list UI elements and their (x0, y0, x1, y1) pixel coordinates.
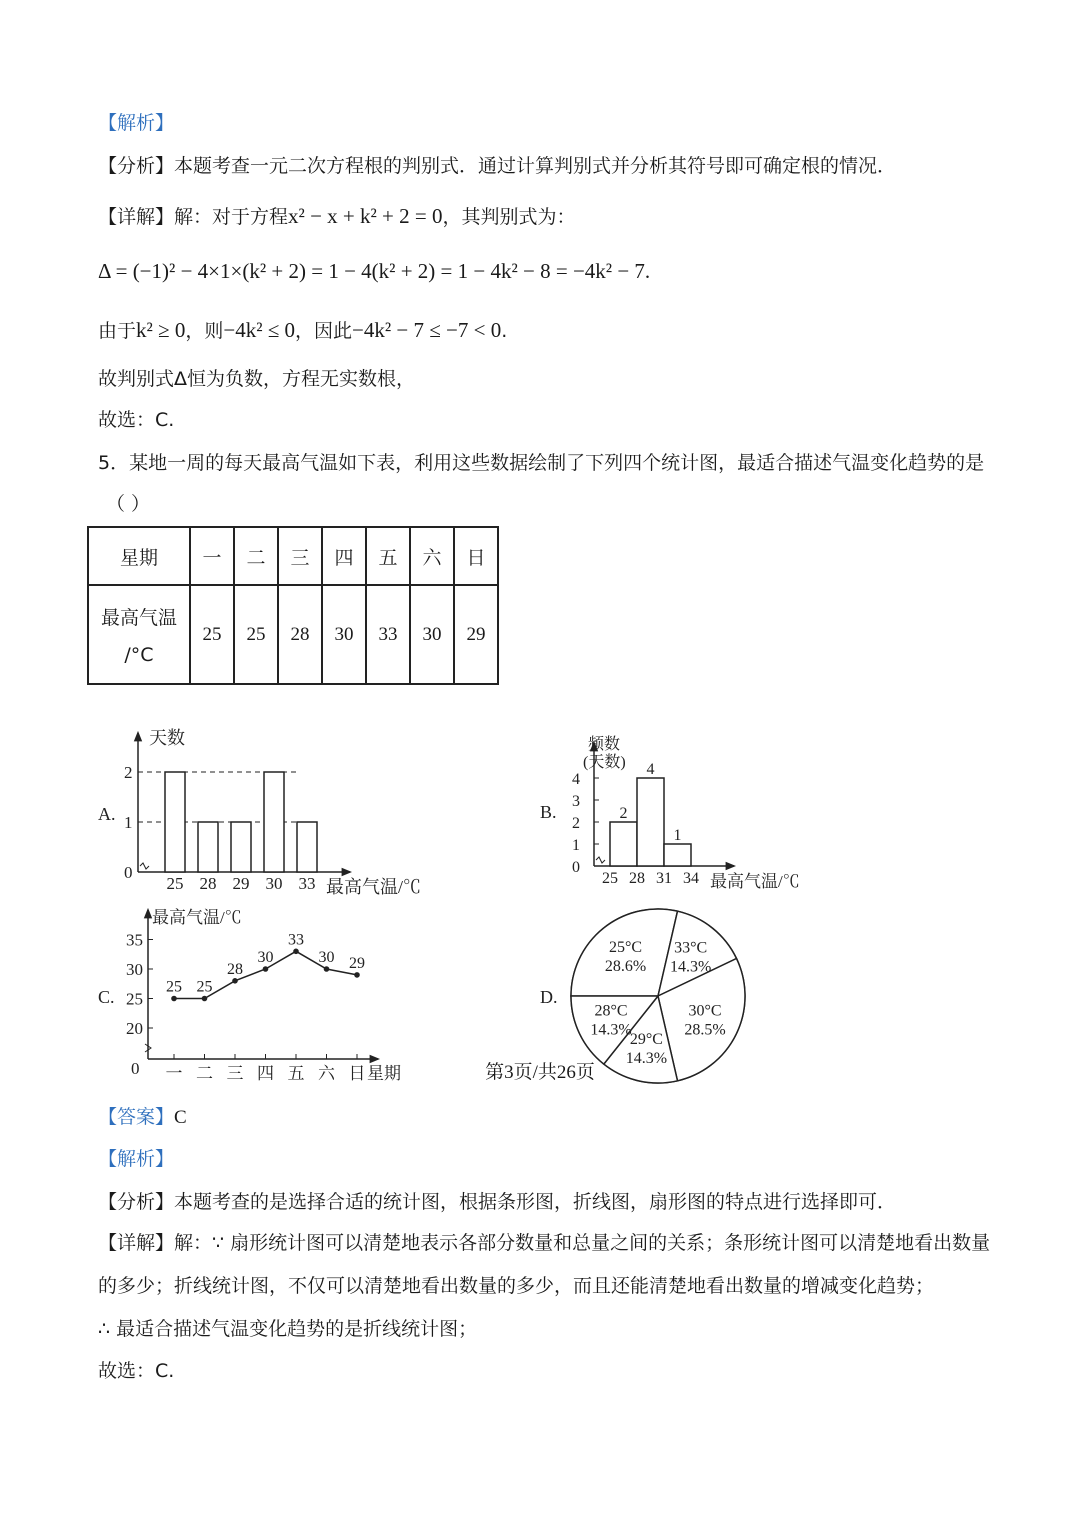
chart-c-point (232, 978, 238, 984)
inequality-math-1: k² ≥ 0 (136, 318, 186, 342)
table-day: 一 (190, 527, 234, 585)
table-day: 六 (410, 527, 454, 585)
inequality-text-c: ，因此 (295, 320, 353, 342)
chart-a-bars (138, 772, 317, 893)
chart-c-xtick: 四 (257, 1064, 274, 1083)
row-label-line2: /°C (124, 644, 154, 666)
chart-c-point-label: 33 (288, 931, 304, 949)
chart-d-slice-name: 25°C (608, 939, 643, 957)
chart-c-xtick: 一 (165, 1064, 183, 1083)
table-value: 30 (410, 585, 454, 684)
chart-c-xlabel: 星期 (367, 1064, 401, 1083)
option-b-label: B. (540, 802, 557, 822)
chart-b-axis-break (596, 857, 605, 863)
inequality-text-d: . (501, 320, 508, 342)
option-c-label: C. (98, 987, 115, 1007)
jiexi-heading: 【解析】 (98, 112, 175, 134)
chart-a-xtick: 28 (199, 874, 217, 893)
chart-c-ytick: 20 (126, 1019, 143, 1038)
chart-a-xtick: 33 (298, 874, 316, 893)
chart-b-xtick: 25 (602, 870, 618, 887)
table-value: 28 (278, 585, 322, 684)
chart-d-slice-pct: 28.6% (604, 958, 647, 976)
conclusion-line: 故判别式Δ恒为负数，方程无实数根， (98, 368, 415, 390)
chart-c-xtick: 六 (318, 1064, 335, 1083)
chart-c-point (324, 966, 330, 972)
chart-a-xtick: 25 (166, 874, 184, 893)
chart-c-point-label: 28 (227, 960, 243, 978)
fenxi-text-2: 本题考查的是选择合适的统计图，根据条形图，折线图，扇形图的特点进行选择即可． (174, 1191, 897, 1213)
chart-c-point (202, 996, 208, 1002)
xiangjie-paragraph-2 (98, 1230, 990, 1256)
chart-b-xlabel: 最高气温/℃ (710, 872, 800, 891)
chart-c-xtick: 日 (348, 1064, 366, 1083)
table-value: 25 (234, 585, 278, 684)
fenxi-tag-2: 【分析】 (98, 1191, 175, 1213)
chart-c-point-label: 25 (166, 978, 182, 996)
choice-line: 故选：C. (98, 409, 175, 431)
chart-b-bar (610, 822, 637, 866)
chart-c-xtick: 三 (226, 1064, 244, 1083)
chart-a-axis-break (140, 863, 149, 869)
chart-b-marks (572, 761, 699, 887)
chart-c-point-label: 30 (318, 949, 335, 966)
table-day: 日 (454, 527, 498, 585)
chart-b (572, 735, 800, 891)
chart-c-xtick: 二 (196, 1064, 213, 1083)
chart-b-ytick: 3 (572, 793, 580, 810)
option-d-label: D. (540, 987, 558, 1007)
chart-c-point-label: 30 (257, 949, 274, 966)
chart-a (124, 728, 421, 897)
chart-b-xtick: 31 (656, 870, 672, 887)
chart-b-bar-label: 2 (619, 805, 628, 822)
chart-a-ylabel: 天数 (149, 728, 185, 748)
chart-b-xtick: 28 (629, 870, 645, 887)
chart-d-slice-pct: 28.5% (684, 1021, 726, 1039)
chart-c-point (293, 949, 299, 955)
chart-c-ytick: 25 (126, 989, 143, 1009)
fenxi-text: 本题考查一元二次方程根的判别式．通过计算判别式并分析其符号即可确定根的情况． (174, 155, 897, 177)
chart-c-origin: 0 (131, 1059, 140, 1078)
xiangjie-tag: 【详解】 (98, 206, 175, 228)
chart-b-ytick: 2 (572, 815, 580, 832)
table-value: 25 (190, 585, 234, 684)
choice-line-2: 故选：C. (98, 1360, 175, 1382)
xiangjie-tail: ，其判别式为： (442, 206, 576, 228)
chart-c-xtick: 五 (287, 1064, 305, 1083)
fenxi-tag: 【分析】 (98, 155, 175, 177)
table-day: 二 (234, 527, 278, 585)
question-5: 5．某地一周的每天最高气温如下表，利用这些数据绘制了下列四个统计图，最适合描述气温变化趋势的是 (98, 452, 985, 474)
chart-a-bar (198, 822, 218, 872)
equation: x² − x + k² + 2 = 0 (288, 204, 443, 228)
question-paren: （ ） (106, 493, 151, 515)
xiangjie-text-2: 解：∵ 扇形统计图可以清楚地表示各部分数量和总量之间的关系；条形统计图可以清楚地看出数量 (174, 1232, 991, 1254)
answer-tag: 【答案】 (98, 1106, 175, 1128)
chart-c-point (171, 996, 177, 1002)
inequality-text-b: ，则 (185, 320, 224, 342)
delta-formula: Δ = (−1)² − 4×1×(k² + 2) = 1 − 4(k² + 2) = 1 − 4k² − 8 = −4k² − 7. (98, 259, 651, 283)
chart-b-bar-label: 4 (646, 761, 655, 778)
chart-b-ylabel: 频数 (588, 736, 621, 753)
chart-c-ytick: 35 (126, 930, 143, 950)
chart-b-ytick: 4 (572, 771, 580, 788)
row-label-line1: 最高气温 (100, 607, 177, 629)
chart-a-ytick: 0 (124, 863, 133, 882)
chart-c-point-label: 25 (196, 978, 213, 996)
chart-a-bar (231, 822, 251, 872)
chart-c-point-label: 29 (349, 954, 365, 972)
chart-c-point (354, 972, 360, 978)
xiangjie-tag-2: 【详解】 (98, 1232, 175, 1254)
chart-a-ytick: 2 (124, 763, 133, 782)
chart-b-bar (664, 844, 691, 866)
table-value: 33 (366, 585, 410, 684)
therefore-line: ∴ 最适合描述气温变化趋势的是折线统计图； (98, 1318, 478, 1340)
chart-d-slice-pct: 14.3% (590, 1021, 632, 1039)
table-day: 四 (322, 527, 366, 585)
chart-d-slice-pct: 14.3% (669, 958, 712, 976)
xiangjie-text: 解：对于方程 (174, 206, 289, 228)
fenxi-paragraph-2 (98, 1189, 896, 1215)
inequality-math-2: −4k² ≤ 0 (223, 318, 296, 342)
chart-d-slice-pct: 14.3% (625, 1049, 668, 1067)
chart-a-xtick: 29 (232, 874, 250, 893)
inequality-text-a: 由于 (98, 320, 137, 342)
chart-b-xtick: 34 (683, 870, 699, 887)
jiexi-heading-2: 【解析】 (98, 1148, 175, 1170)
table-value: 29 (454, 585, 498, 684)
chart-b-bar-label: 1 (673, 827, 682, 844)
chart-b-ylabel-unit: (天数) (583, 754, 626, 771)
chart-d-slice-name: 30°C (688, 1002, 722, 1020)
table-value: 30 (322, 585, 366, 684)
chart-b-ytick: 1 (572, 837, 580, 854)
option-a-label: A. (98, 804, 116, 824)
chart-a-bar (297, 822, 317, 872)
chart-c-ytick: 30 (126, 960, 143, 979)
chart-b-bar (637, 778, 664, 866)
chart-d-slice-name: 33°C (674, 939, 708, 957)
table-header-label: 星期 (88, 527, 190, 585)
chart-d-slice-name: 29°C (629, 1030, 663, 1048)
chart-b-ytick: 0 (572, 859, 580, 876)
chart-a-ytick: 1 (124, 813, 133, 832)
chart-a-xtick: 30 (265, 874, 283, 893)
chart-a-bar (264, 772, 284, 872)
page-footer: 第3页/共26页 (485, 1062, 595, 1083)
chart-c-ylabel: 最高气温/℃ (152, 908, 242, 927)
chart-c-point (263, 966, 269, 972)
table-day: 五 (366, 527, 410, 585)
xiangjie-line-2: 的多少；折线统计图，不仅可以清楚地看出数量的多少，而且还能清楚地看出数量的增减变化趋势； (98, 1275, 935, 1297)
answer-value: C (174, 1107, 187, 1128)
chart-d-slice-name: 28°C (594, 1002, 628, 1020)
chart-a-bar (165, 772, 185, 872)
inequality-math-3: −4k² − 7 ≤ −7 < 0 (352, 318, 502, 342)
answer-line (98, 1104, 187, 1131)
table-day: 三 (278, 527, 322, 585)
chart-a-xlabel: 最高气温/℃ (326, 877, 422, 897)
